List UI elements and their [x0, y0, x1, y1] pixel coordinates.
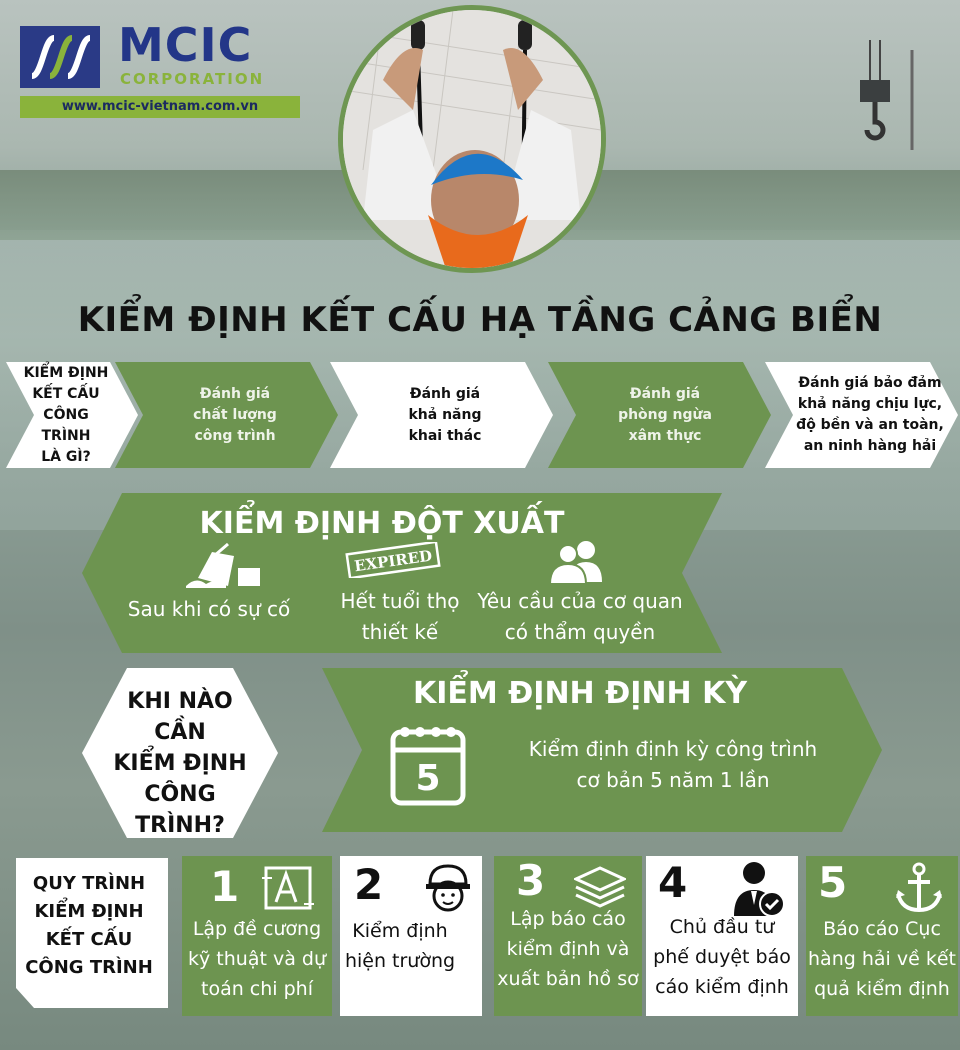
chevron-bearing-capacity: Đánh giá bảo đảm khả năng chịu lực, độ bền và an toàn, an ninh hàng hải — [796, 375, 944, 454]
company-logo — [20, 18, 302, 122]
procedure-step-5 — [806, 856, 958, 1016]
website-url[interactable]: www.mcic-vietnam.com.vn — [20, 96, 300, 118]
chevron-what-is: KIỂM ĐỊNH KẾT CẤU CÔNG TRÌNH LÀ GÌ? — [23, 364, 109, 465]
logo-name: MCIC — [118, 18, 253, 72]
periodic-title: KIỂM ĐỊNH ĐỊNH KỲ — [412, 676, 748, 711]
worker-helmet-icon — [424, 862, 472, 916]
procedure-step-1 — [182, 856, 332, 1016]
procedure-step-4 — [646, 856, 798, 1016]
step-description: Chủ đầu tư phế duyệt báo cáo kiểm định — [653, 916, 791, 998]
calendar-icon — [390, 722, 466, 806]
people-icon — [548, 540, 606, 584]
chevron-quality: Đánh giá chất lượng công trình — [193, 385, 277, 444]
step-number: 5 — [818, 858, 848, 907]
sudden-title: KIỂM ĐỊNH ĐỘT XUẤT — [199, 506, 565, 541]
chevron-corrosion: Đánh giá phòng ngừa xâm thực — [618, 385, 712, 444]
blueprint-icon — [262, 864, 314, 912]
collapse-icon — [184, 542, 264, 590]
procedure-label: QUY TRÌNH KIỂM ĐỊNH KẾT CẤU CÔNG TRÌNH — [25, 873, 153, 978]
crane-hook-icon — [850, 40, 920, 150]
when-text: KHI NÀO CẦN KIỂM ĐỊNH CÔNG TRÌNH? — [113, 689, 247, 838]
step-description: Lập báo cáo kiểm định và xuất bản hồ sơ — [497, 908, 639, 990]
step-description: Lập đề cương kỹ thuật và dự toán chi phí — [188, 918, 326, 1000]
approver-icon — [732, 860, 786, 920]
periodic-description: Kiểm định định kỳ công trình cơ bản 5 năm 1 lần — [528, 737, 818, 792]
step-number: 4 — [658, 858, 688, 907]
layers-icon — [574, 866, 626, 908]
step-description: Kiểm định hiện trường — [344, 920, 456, 972]
procedure-step-3 — [494, 856, 642, 1016]
sudden-item-lifetime: Hết tuổi thọ thiết kế — [340, 589, 460, 644]
anchor-icon — [894, 862, 944, 914]
logo-subtitle: CORPORATION — [120, 70, 265, 88]
logo-mark-icon — [20, 26, 100, 88]
page-title: KIỂM ĐỊNH KẾT CẤU HẠ TẦNG CẢNG BIỂN — [77, 300, 883, 340]
step-number: 2 — [354, 860, 384, 909]
procedure-step-2 — [340, 856, 482, 1016]
expired-stamp-icon — [344, 542, 442, 578]
chevron-exploitation: Đánh giá khả năng khai thác — [408, 385, 482, 444]
sudden-item-authority: Yêu cầu của cơ quan có thẩm quyền — [477, 589, 683, 644]
expired-stamp-text: EXPIRED — [353, 546, 434, 576]
step-number: 3 — [516, 856, 546, 905]
sudden-item-incident: Sau khi có sự cố — [127, 597, 291, 621]
step-number: 1 — [210, 862, 240, 911]
worker-photo — [338, 5, 606, 273]
step-description: Báo cáo Cục hàng hải về kết quả kiểm định — [808, 918, 956, 1000]
calendar-number: 5 — [415, 758, 441, 799]
